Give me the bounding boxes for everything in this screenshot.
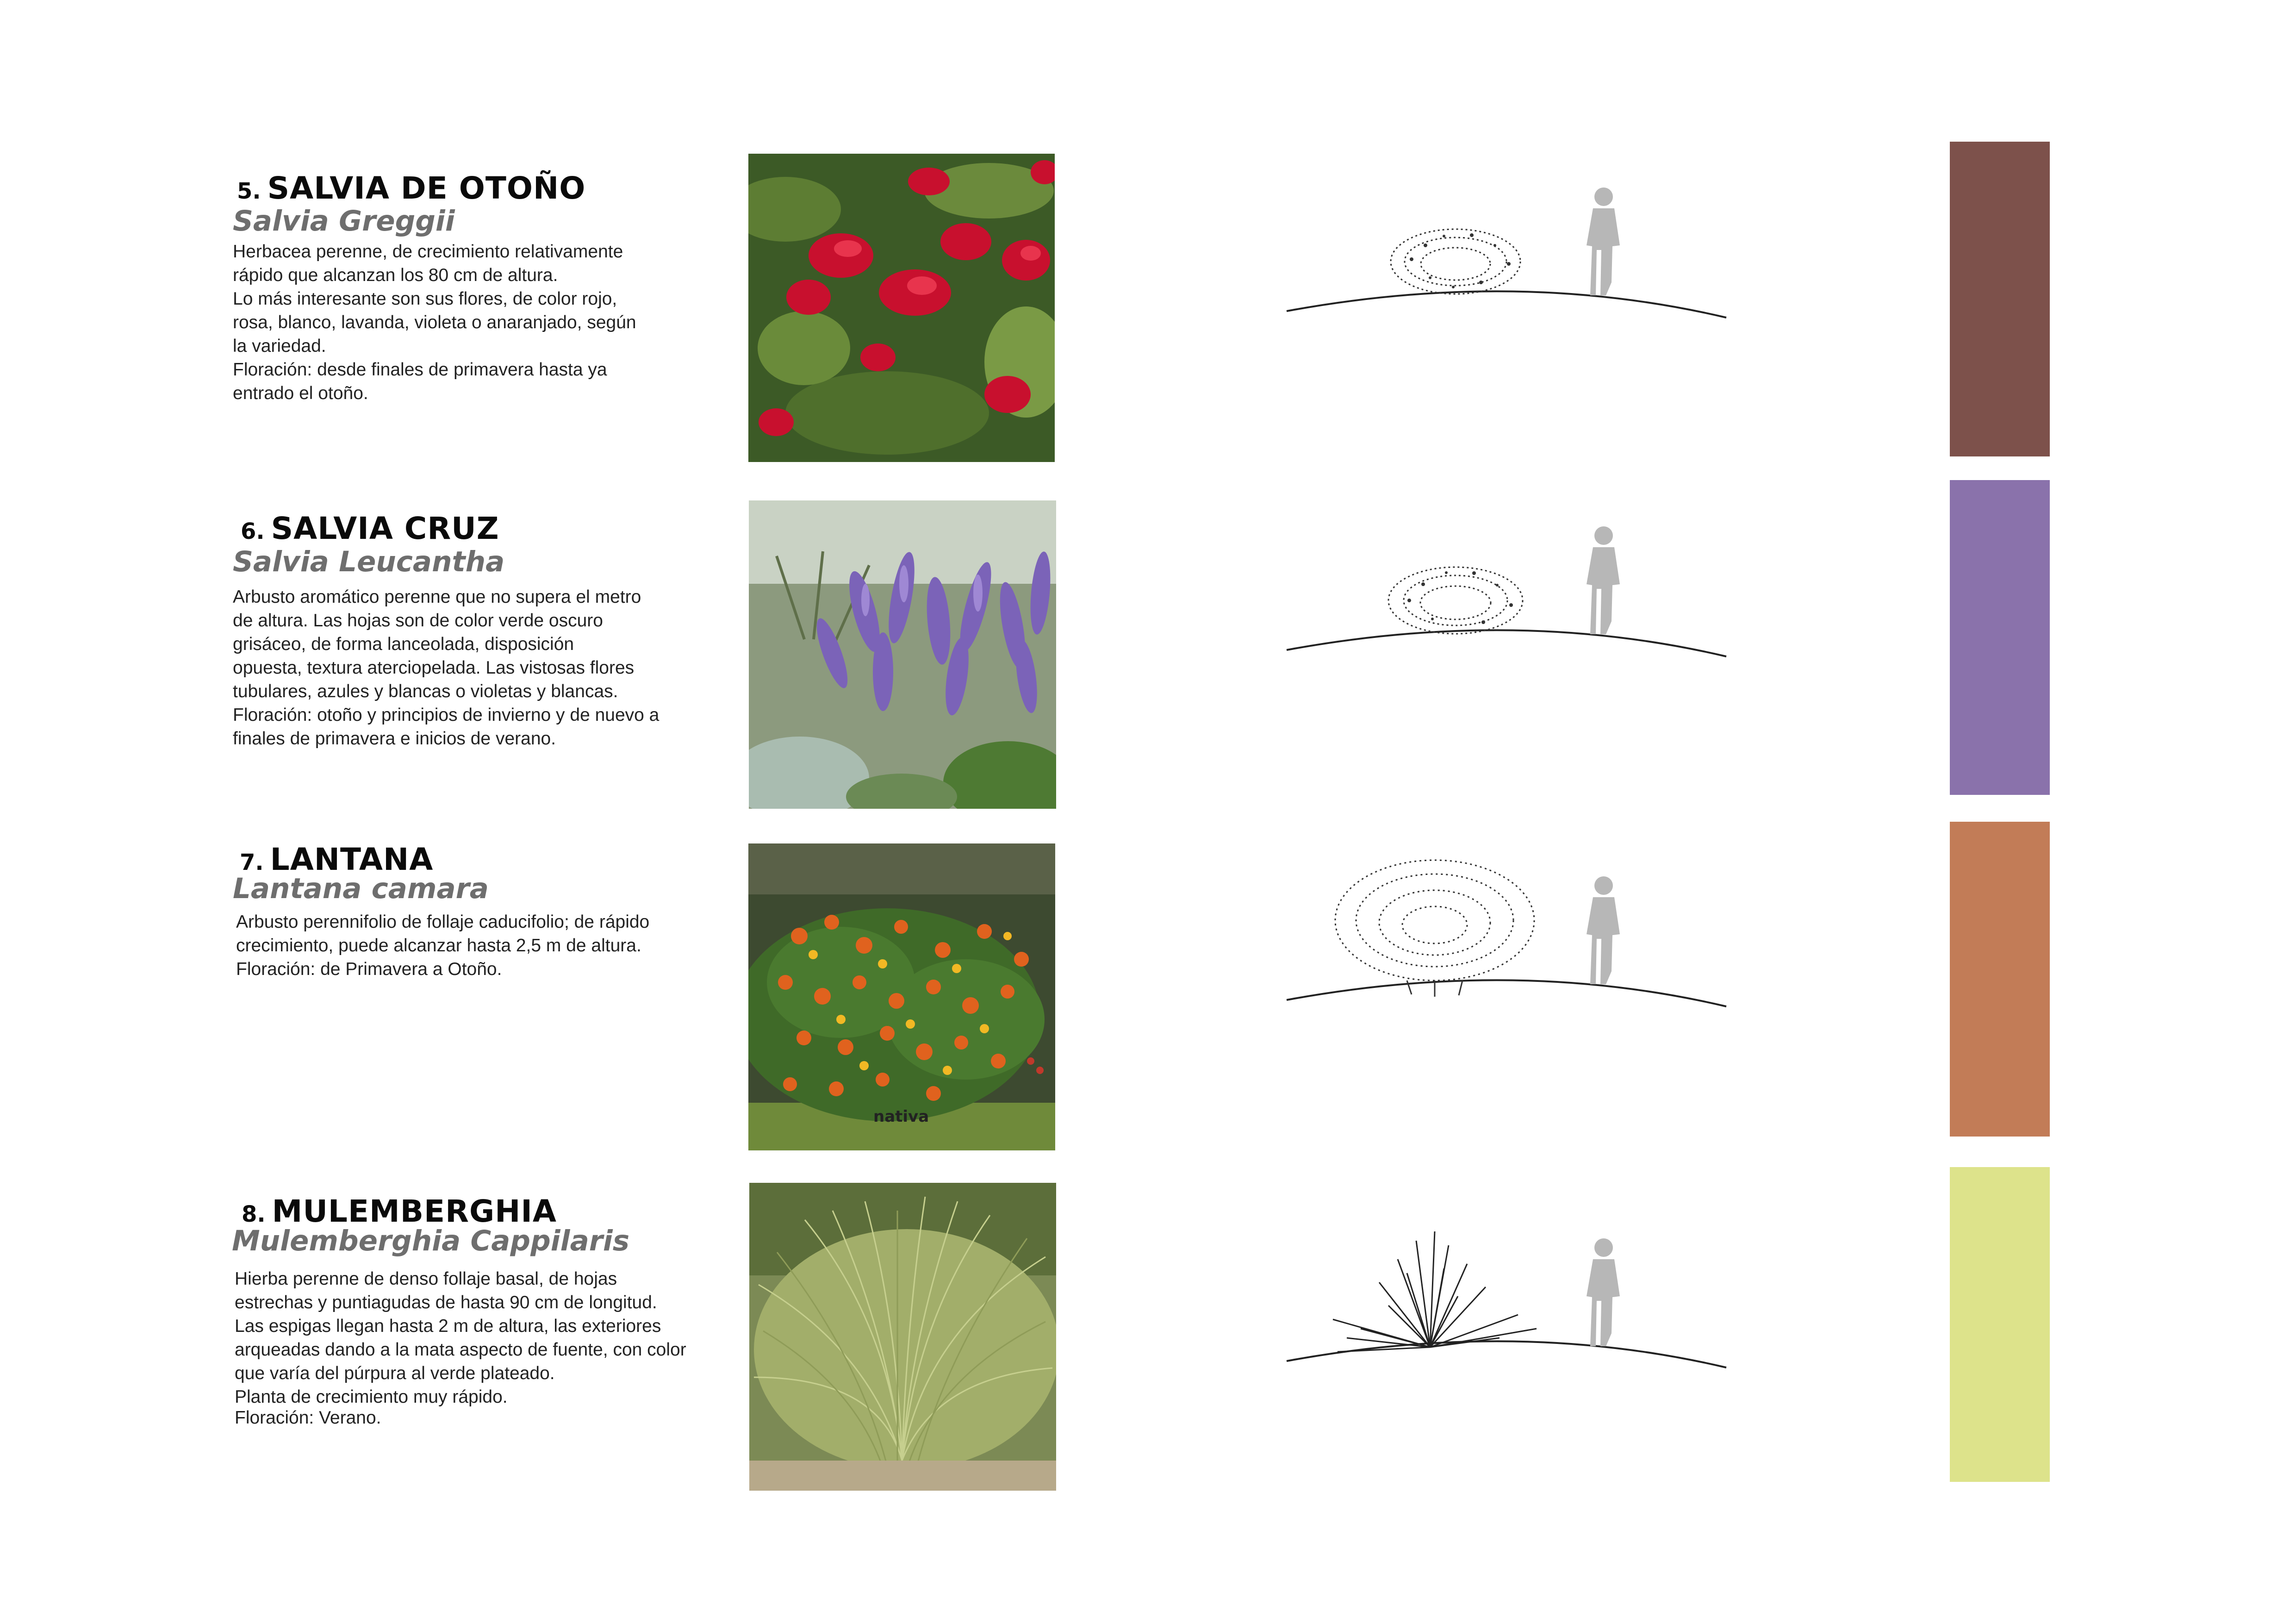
description-line: opuesta, textura aterciopelada. Las vistosas flores	[233, 658, 635, 678]
description-line: que varía del púrpura al verde plateado.	[235, 1363, 555, 1383]
description-line: Arbusto perennifolio de follaje caducifolio; de rápido	[236, 912, 650, 932]
description-line: de altura. Las hojas son de color verde oscuro	[233, 611, 603, 631]
description-line: rápido que alcanzan los 80 cm de altura.	[233, 265, 558, 285]
description-line: entrado el otoño.	[233, 383, 368, 403]
description-line: arqueadas dando a la mata aspecto de fuente, con color	[235, 1340, 686, 1360]
plant-title	[242, 1193, 557, 1229]
description-line: tubulares, azules y blancas o violetas y blancas.	[233, 681, 618, 701]
person-silhouette-icon	[1587, 1238, 1620, 1346]
plant-scientific-name: Salvia Greggii	[233, 205, 455, 237]
plant-number: 5.	[237, 178, 261, 204]
plant-scientific-name: Lantana camara	[233, 872, 489, 905]
plant-number: 8.	[242, 1201, 266, 1227]
color-swatch	[1950, 1167, 2050, 1482]
grass-tuft-sketch	[1277, 1213, 1736, 1375]
plant-number: 7.	[240, 849, 264, 875]
description-line: la variedad.	[233, 336, 326, 356]
description-line: Floración: de Primavera a Otoño.	[236, 959, 502, 979]
plant-common-name: SALVIA CRUZ	[271, 511, 499, 546]
description-line: Herbacea perenne, de crecimiento relativamente	[233, 242, 623, 262]
plant-scientific-name: Mulemberghia Cappilaris	[232, 1224, 630, 1257]
description-line: finales de primavera e inicios de verano.	[233, 729, 556, 749]
description-line: Floración: otoño y principios de invierno y de nuevo a	[233, 705, 660, 725]
description-line: grisáceo, de forma lanceolada, disposición	[233, 634, 574, 654]
plant-common-name: MULEMBERGHIA	[272, 1193, 557, 1229]
plant-common-name: SALVIA DE OTOÑO	[267, 170, 586, 206]
description-line: estrechas y puntiagudas de hasta 90 cm de longitud.	[235, 1293, 657, 1312]
plant-description	[235, 1267, 686, 1430]
plant-number: 6.	[241, 518, 265, 544]
description-line: Lo más interesante son sus flores, de color rojo,	[233, 289, 617, 309]
photo-label: nativa	[873, 1107, 929, 1126]
description-line: Planta de crecimiento muy rápido.	[235, 1387, 508, 1407]
description-line: Las espigas llegan hasta 2 m de altura, las exteriores	[235, 1316, 661, 1336]
description-line: Floración: Verano.	[235, 1408, 381, 1428]
description-line: Floración: desde finales de primavera hasta ya	[233, 360, 607, 380]
description-line: crecimiento, puede alcanzar hasta 2,5 m de altura.	[236, 936, 641, 956]
description-line: Arbusto aromático perenne que no supera el metro	[233, 587, 641, 607]
ornamental-grass-clump-photo	[749, 1183, 1056, 1491]
plant-scientific-name: Salvia Leucantha	[233, 545, 505, 578]
description-line: rosa, blanco, lavanda, violeta o anaranjado, según	[233, 312, 636, 332]
description-line: Hierba perenne de denso follaje basal, de hojas	[235, 1269, 617, 1289]
plant-common-name: LANTANA	[270, 842, 434, 877]
